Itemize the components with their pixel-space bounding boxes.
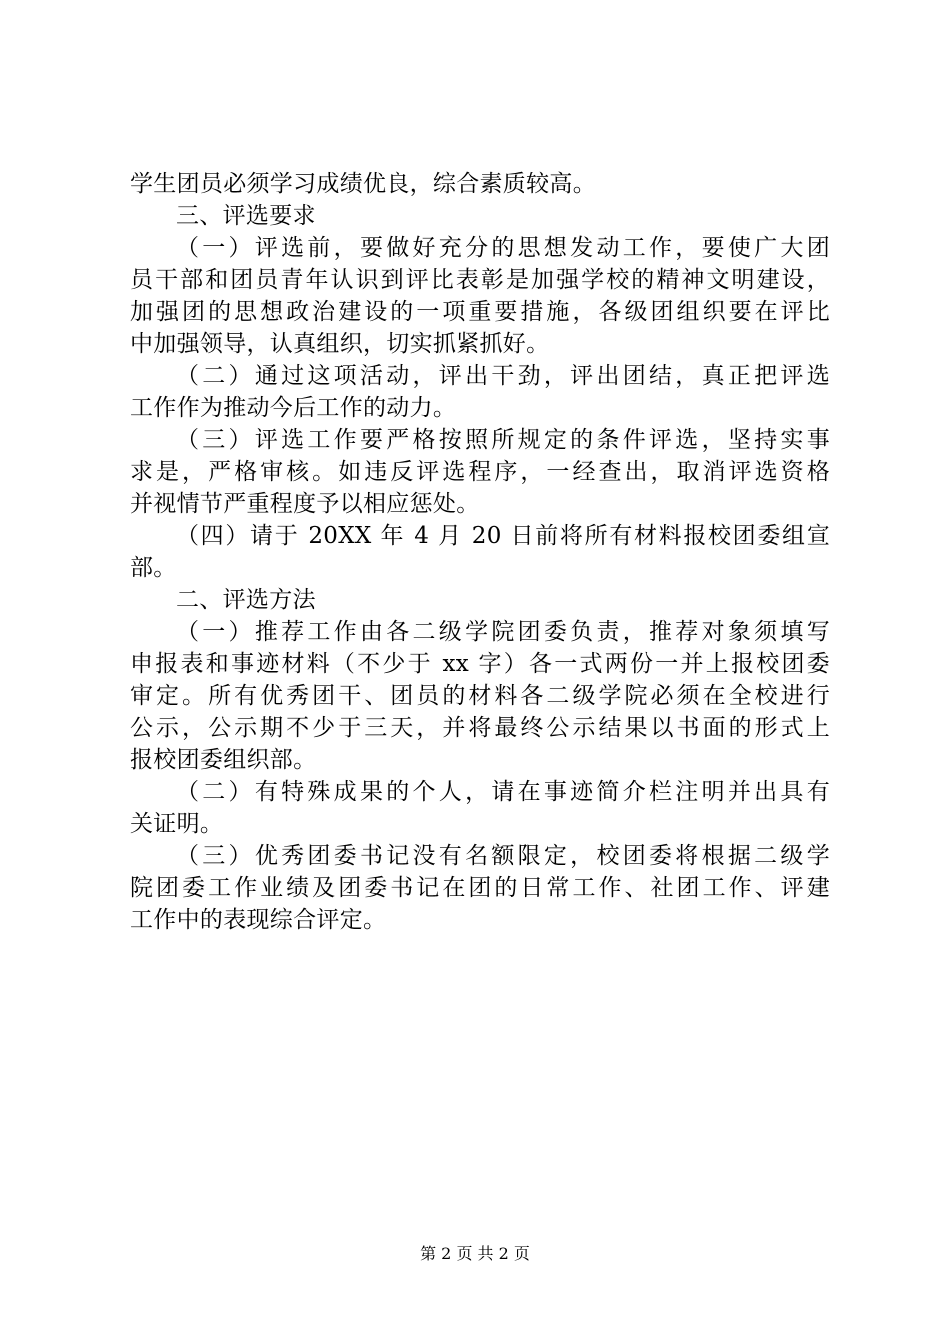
text-line: （一）推荐工作由各二级学院团委负责，推荐对象须填写 — [176, 619, 830, 645]
text-line: 三、评选要求 — [176, 203, 316, 229]
text-line: （四）请于 20XX 年 4 月 20 日前将所有材料报校团委组宣 — [176, 523, 830, 549]
text-line: 报校团委组织部。 — [130, 747, 317, 773]
text-line: 学生团员必须学习成绩优良，综合素质较高。 — [130, 171, 596, 197]
text-line: 二、评选方法 — [176, 587, 316, 613]
text-line: 公示，公示期不少于三天，并将最终公示结果以书面的形式上 — [130, 715, 830, 741]
text-line: 审定。所有优秀团干、团员的材料各二级学院必须在全校进行 — [130, 683, 830, 709]
text-line: 工作作为推动今后工作的动力。 — [130, 395, 457, 421]
text-line: （三）优秀团委书记没有名额限定，校团委将根据二级学 — [176, 843, 830, 869]
text-line: 关证明。 — [130, 811, 224, 837]
text-line: 员干部和团员青年认识到评比表彰是加强学校的精神文明建设， — [130, 267, 830, 293]
text-line: 中加强领导，认真组织，切实抓紧抓好。 — [130, 331, 550, 357]
text-line: 院团委工作业绩及团委书记在团的日常工作、社团工作、评建 — [130, 875, 830, 901]
text-line: 工作中的表现综合评定。 — [130, 907, 387, 933]
text-line: （一）评选前，要做好充分的思想发动工作，要使广大团 — [176, 235, 830, 261]
text-line: （二）有特殊成果的个人，请在事迹简介栏注明并出具有 — [176, 779, 830, 805]
text-line: 部。 — [130, 555, 177, 581]
text-line: 申报表和事迹材料（不少于 xx 字）各一式两份一并上报校团委 — [130, 651, 830, 677]
text-line: 加强团的思想政治建设的一项重要措施，各级团组织要在评比 — [130, 299, 830, 325]
page-footer: 第 2 页 共 2 页 — [420, 1244, 530, 1263]
text-line: （二）通过这项活动，评出干劲，评出团结，真正把评选 — [176, 363, 830, 389]
text-line: （三）评选工作要严格按照所规定的条件评选，坚持实事 — [176, 427, 830, 453]
text-line: 求是，严格审核。如违反评选程序，一经查出，取消评选资格 — [130, 459, 830, 485]
document-body — [130, 168, 830, 936]
text-line: 并视情节严重程度予以相应惩处。 — [130, 491, 480, 517]
